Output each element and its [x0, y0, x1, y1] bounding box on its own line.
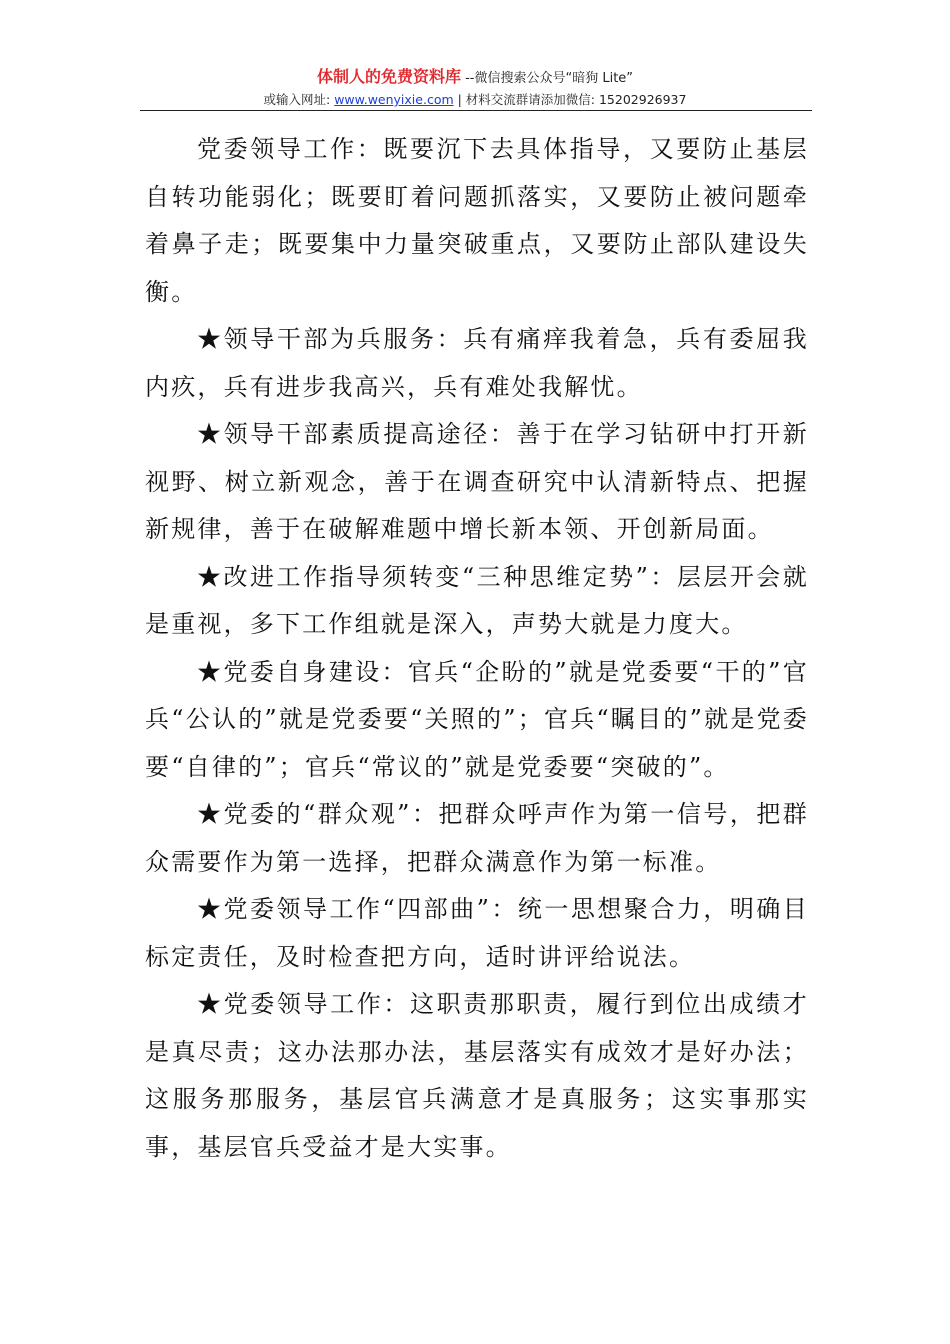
document-body: [145, 126, 809, 1171]
header-title-line: [0, 66, 950, 90]
paragraph-3: ★领导干部素质提高途径：善于在学习钻研中打开新视野、树立新观念，善于在调查研究中认清新特点、把握新规律，善于在破解难题中增长新本领、开创新局面。: [145, 420, 809, 543]
header-contact: | 材料交流群请添加微信: 15202926937: [453, 92, 687, 107]
paragraph-8: ★党委领导工作：这职责那职责，履行到位出成绩才是真尽责；这办法那办法，基层落实有成效才是好办法；这服务那服务，基层官兵满意才是真服务；这实事那实事，基层官兵受益才是大实事。: [145, 990, 809, 1161]
header-divider: [140, 110, 812, 111]
header-contact-line: [0, 90, 950, 110]
paragraph-5: ★党委自身建设：官兵“企盼的”就是党委要“干的”官兵“公认的”就是党委要“关照的”；官兵“瞩目的”就是党委要“自律的”；官兵“常议的”就是党委要“突破的”。: [145, 657, 809, 781]
paragraph-6: ★党委的“群众观”：把群众呼声作为第一信号，把群众需要作为第一选择，把群众满意作为第一标准。: [145, 800, 809, 876]
paragraph-4: ★改进工作指导须转变“三种思维定势”：层层开会就是重视，多下工作组就是深入，声势大就是力度大。: [145, 562, 809, 638]
header-url-prefix: 或输入网址:: [263, 92, 335, 107]
paragraph-7: ★党委领导工作“四部曲”：统一思想聚合力，明确目标定责任，及时检查把方向，适时讲评给说法。: [145, 895, 809, 971]
header-slogan: --微信搜索公众号“暗狗 Lite”: [460, 71, 634, 86]
paragraph-1: 党委领导工作：既要沉下去具体指导，又要防止基层自转功能弱化；既要盯着问题抓落实，又要防止被问题牵着鼻子走；既要集中力量突破重点，又要防止部队建设失衡。: [145, 135, 809, 306]
header-url-link[interactable]: www.wenyixie.com: [334, 92, 454, 107]
paragraph-2: ★领导干部为兵服务：兵有痛痒我着急，兵有委屈我内疚，兵有进步我高兴，兵有难处我解忧。: [145, 325, 809, 401]
page-header: [0, 66, 950, 110]
header-brand: 体制人的免费资料库: [316, 67, 461, 86]
